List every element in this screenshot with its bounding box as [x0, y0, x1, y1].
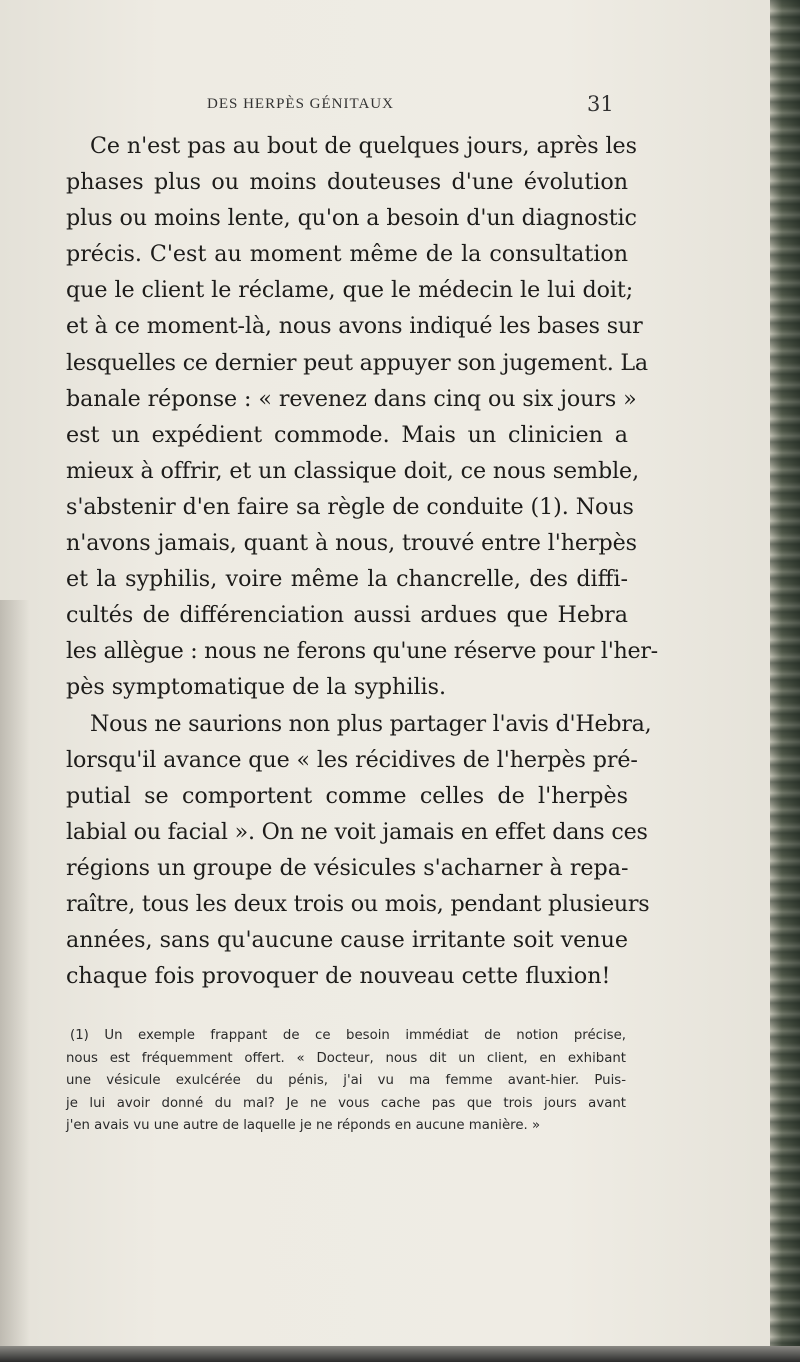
- text-line: que le client le réclame, que le médecin le lui doit;: [66, 277, 634, 304]
- page-edge-bottom: [0, 1346, 800, 1362]
- text-line: lorsqu'il avance que « les récidives de l'herpès pré-: [66, 746, 638, 773]
- footnote: [66, 1025, 626, 1138]
- footnote-line: une vésicule exulcérée du pénis, j'ai vu ma femme avant-hier. Puis-: [66, 1073, 626, 1089]
- text-line: banale réponse : « revenez dans cinq ou six jours »: [66, 385, 637, 412]
- text-line: labial ou facial ». On ne voit jamais en effet dans ces: [66, 818, 648, 845]
- text-line: plus ou moins lente, qu'on a besoin d'un diagnostic: [66, 205, 637, 232]
- text-line: et à ce moment-là, nous avons indiqué les bases sur: [66, 313, 643, 340]
- page-header: [0, 92, 800, 122]
- footnote-line: j'en avais vu une autre de laquelle je ne réponds en aucune manière. »: [66, 1118, 541, 1134]
- text-line: raître, tous les deux trois ou mois, pendant plusieurs: [66, 890, 650, 917]
- running-title: DES HERPÈS GÉNITAUX: [207, 96, 394, 112]
- footnote-line: nous est fréquemment offert. « Docteur, nous dit un client, en exhibant: [66, 1050, 626, 1066]
- text-line: pès symptomatique de la syphilis.: [66, 674, 447, 701]
- text-line: s'abstenir d'en faire sa règle de conduite (1). Nous: [66, 493, 634, 520]
- page-edge-right: [770, 0, 800, 1362]
- text-line: est un expédient commode. Mais un clinicien a: [66, 421, 628, 448]
- gutter-shadow: [0, 600, 30, 1362]
- text-line: années, sans qu'aucune cause irritante soit venue: [66, 927, 628, 954]
- text-line: et la syphilis, voire même la chancrelle, des diffi-: [66, 566, 628, 593]
- text-line: les allègue : nous ne ferons qu'une réserve pour l'her-: [66, 638, 658, 665]
- page-number: 31: [587, 92, 614, 116]
- body-text: [66, 128, 658, 994]
- text-line: putial se comportent comme celles de l'herpès: [66, 782, 628, 809]
- text-line: n'avons jamais, quant à nous, trouvé entre l'herpès: [66, 530, 637, 557]
- text-line: phases plus ou moins douteuses d'une évolution: [66, 169, 628, 196]
- footnote-line: (1) Un exemple frappant de ce besoin immédiat de notion précise,: [70, 1028, 626, 1043]
- footnote-line: je lui avoir donné du mal? Je ne vous cache pas que trois jours avant: [66, 1095, 626, 1111]
- text-line: cultés de différenciation aussi ardues que Hebra: [66, 602, 628, 629]
- text-line: précis. C'est au moment même de la consultation: [66, 241, 628, 268]
- text-line: lesquelles ce dernier peut appuyer son jugement. La: [66, 349, 648, 376]
- text-line: Ce n'est pas au bout de quelques jours, après les: [90, 133, 637, 159]
- text-line: chaque fois provoquer de nouveau cette fluxion!: [66, 963, 611, 990]
- text-line: Nous ne saurions non plus partager l'avis d'Hebra,: [90, 710, 652, 737]
- text-line: régions un groupe de vésicules s'acharner à repa-: [66, 854, 629, 881]
- text-line: mieux à offrir, et un classique doit, ce nous semble,: [66, 457, 640, 484]
